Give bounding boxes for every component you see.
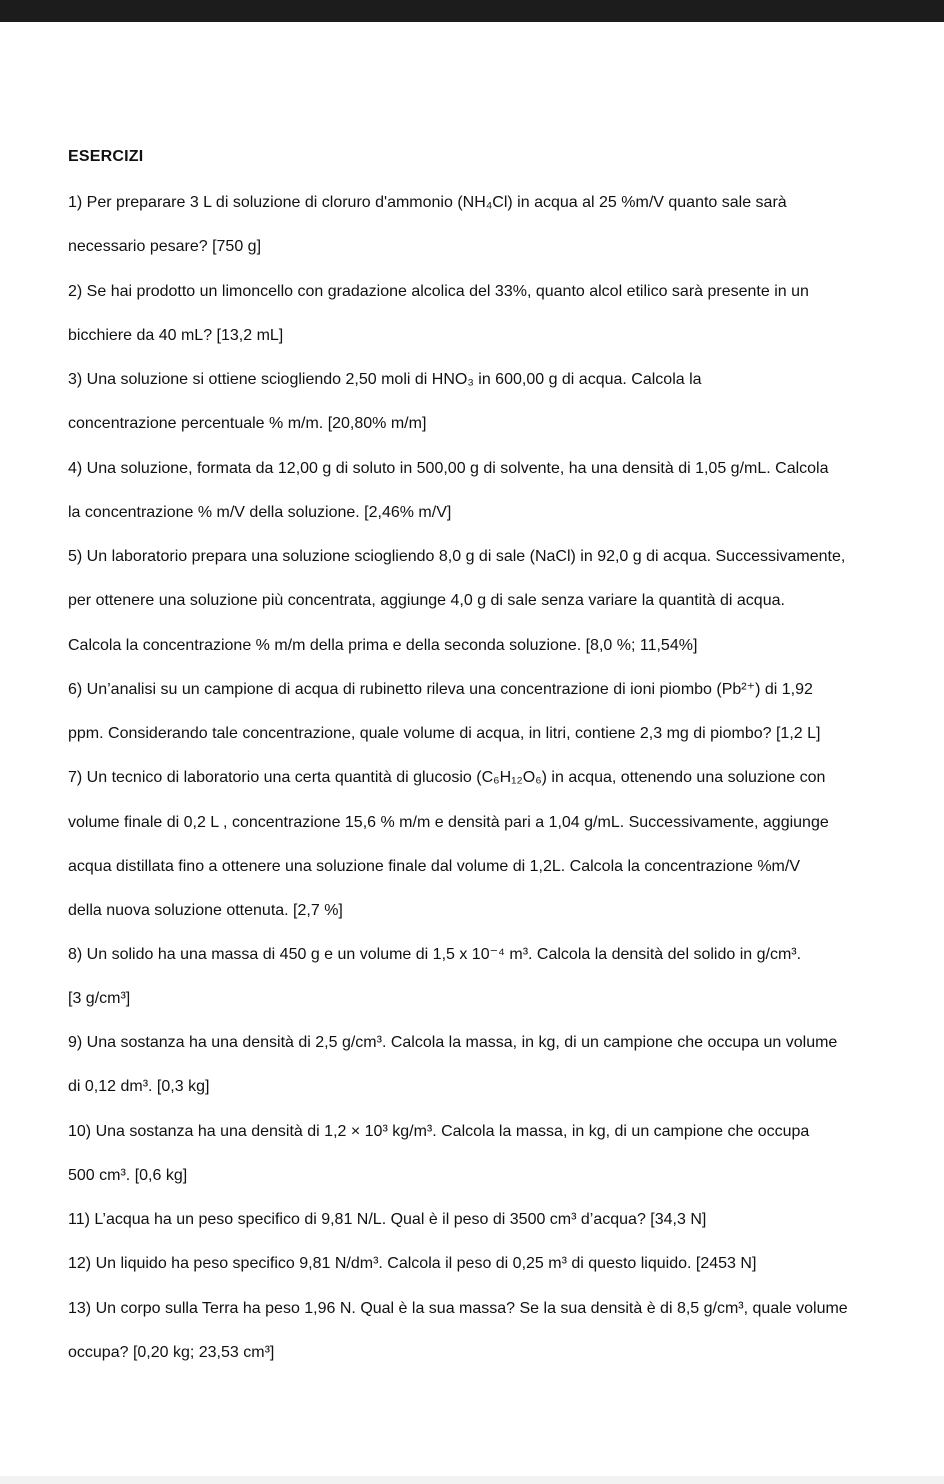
exercise-7-line-4: della nuova soluzione ottenuta. [2,7 %] [68,902,343,919]
exercise-8-line-2: [3 g/cm³] [68,990,131,1007]
exercise-1-line-1: 1) Per preparare 3 L di soluzione di cloruro d'ammonio (NH₄Cl) in acqua al 25 %m/V quanto sale sarà [68,194,787,211]
bottom-strip [0,1476,944,1484]
exercise-12-line-1: 12) Un liquido ha peso specifico 9,81 N/dm³. Calcola il peso di 0,25 m³ di questo liquido. [2453 N] [68,1255,757,1272]
exercise-2-line-1: 2) Se hai prodotto un limoncello con gradazione alcolica del 33%, quanto alcol etilico sarà presente in un [68,283,809,300]
exercise-9-line-2: di 0,12 dm³. [0,3 kg] [68,1078,210,1095]
exercise-7-line-1: 7) Un tecnico di laboratorio una certa quantità di glucosio (C₆H₁₂O₆) in acqua, ottenendo una soluzione con [68,769,826,786]
page-heading: ESERCIZI [68,148,144,165]
exercise-10-line-2: 500 cm³. [0,6 kg] [68,1167,188,1184]
exercise-3-line-1: 3) Una soluzione si ottiene sciogliendo 2,50 moli di HNO₃ in 600,00 g di acqua. Calcola la [68,371,702,388]
exercise-3-line-2: concentrazione percentuale % m/m. [20,80% m/m] [68,415,427,432]
exercise-2-line-2: bicchiere da 40 mL? [13,2 mL] [68,327,284,344]
exercise-5-line-3: Calcola la concentrazione % m/m della prima e della seconda soluzione. [8,0 %; 11,54%] [68,637,698,654]
exercise-7-line-2: volume finale di 0,2 L , concentrazione 15,6 % m/m e densità pari a 1,04 g/mL. Successivamente, aggiunge [68,814,829,831]
exercise-6-line-2: ppm. Considerando tale concentrazione, quale volume di acqua, in litri, contiene 2,3 mg di piombo? [1,2 L] [68,725,821,742]
exercise-4-line-2: la concentrazione % m/V della soluzione. [2,46% m/V] [68,504,452,521]
top-status-bar [0,0,944,22]
exercise-5-line-2: per ottenere una soluzione più concentrata, aggiunge 4,0 g di sale senza variare la quantità di acqua. [68,592,785,609]
exercise-13-line-2: occupa? [0,20 kg; 23,53 cm³] [68,1344,275,1361]
exercise-10-line-1: 10) Una sostanza ha una densità di 1,2 × 10³ kg/m³. Calcola la massa, in kg, di un campione che occupa [68,1123,810,1140]
exercise-13-line-1: 13) Un corpo sulla Terra ha peso 1,96 N. Qual è la sua massa? Se la sua densità è di 8,5 g/cm³, quale volume [68,1300,848,1317]
exercise-8-line-1: 8) Un solido ha una massa di 450 g e un volume di 1,5 x 10⁻⁴ m³. Calcola la densità del solido in g/cm³. [68,946,802,963]
exercise-5-line-1: 5) Un laboratorio prepara una soluzione sciogliendo 8,0 g di sale (NaCl) in 92,0 g di acqua. Successivamente, [68,548,846,565]
exercise-6-line-1: 6) Un’analisi su un campione di acqua di rubinetto rileva una concentrazione di ioni piombo (Pb²⁺) di 1,92 [68,681,813,698]
exercise-9-line-1: 9) Una sostanza ha una densità di 2,5 g/cm³. Calcola la massa, in kg, di un campione che occupa un volume [68,1034,838,1051]
exercise-11-line-1: 11) L’acqua ha un peso specifico di 9,81 N/L. Qual è il peso di 3500 cm³ d’acqua? [34,3 N] [68,1211,707,1228]
exercise-4-line-1: 4) Una soluzione, formata da 12,00 g di soluto in 500,00 g di solvente, ha una densità di 1,05 g/mL. Calcola [68,460,829,477]
exercise-7-line-3: acqua distillata fino a ottenere una soluzione finale dal volume di 1,2L. Calcola la concentrazione %m/V [68,858,800,875]
exercise-1-line-2: necessario pesare? [750 g] [68,238,262,255]
